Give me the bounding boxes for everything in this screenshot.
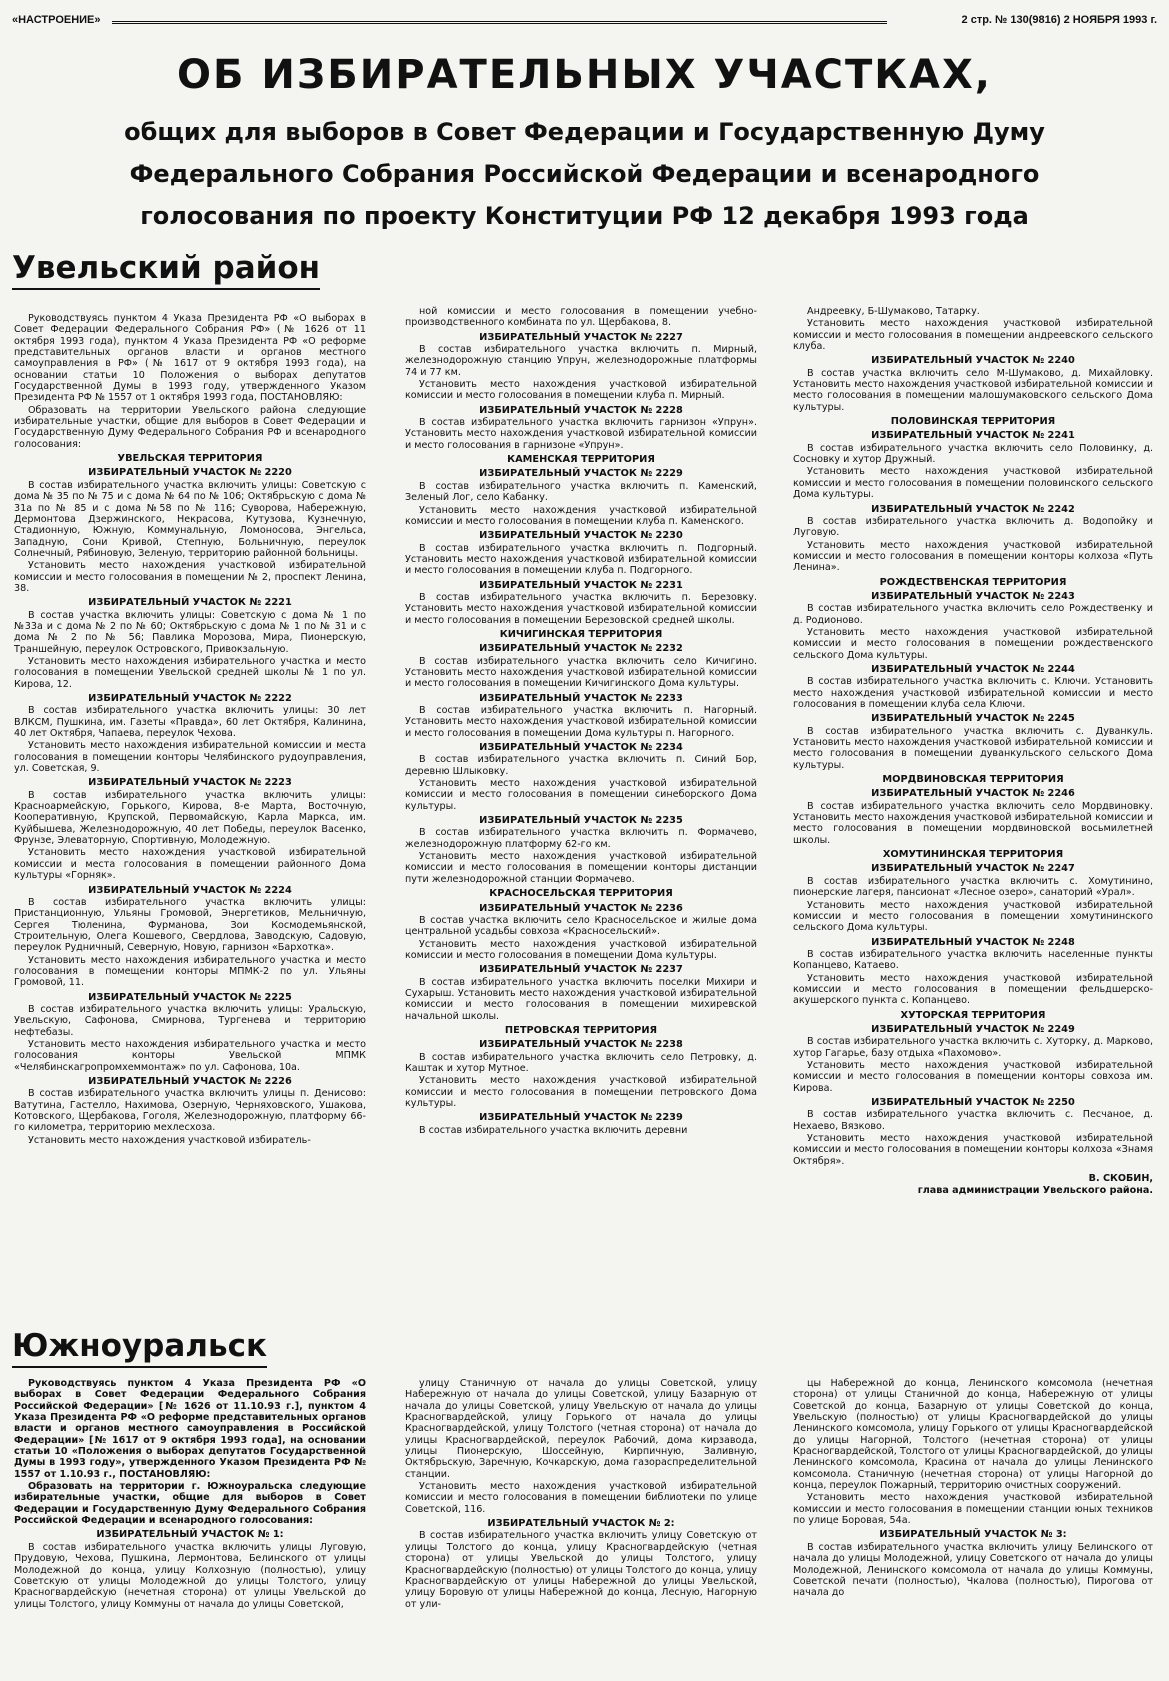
- precinct-heading: ИЗБИРАТЕЛЬНЫЙ УЧАСТОК № 1:: [96, 1529, 284, 1541]
- precinct-heading: ИЗБИРАТЕЛЬНЫЙ УЧАСТОК № 2221: [88, 597, 292, 609]
- precinct-heading: ИЗБИРАТЕЛЬНЫЙ УЧАСТОК № 2232: [479, 643, 683, 655]
- precinct-heading: ИЗБИРАТЕЛЬНЫЙ УЧАСТОК № 2224: [88, 884, 292, 896]
- precinct-heading: ИЗБИРАТЕЛЬНЫЙ УЧАСТОК № 2246: [871, 788, 1075, 800]
- body-paragraph: В состав избирательного участка включить улицы: Красноармейскую, Горького, Кирова, 8-е Марта, Восточную, Кооперативную, Крупской, Первомайскую, Карла Маркса, им. Куйбышева, Железнодорожную, 40 лет Победы, переулок Васенко, Фрунзе, Элеваторную, Спортивную, Молодежную.: [14, 789, 366, 847]
- precinct-heading: ПОЛОВИНСКАЯ ТЕРРИТОРИЯ: [890, 416, 1056, 428]
- precinct-heading: ИЗБИРАТЕЛЬНЫЙ УЧАСТОК № 2223: [88, 777, 292, 789]
- precinct-heading: ИЗБИРАТЕЛЬНЫЙ УЧАСТОК № 2248: [871, 936, 1075, 948]
- body-paragraph: В состав избирательного участка включить село Петровку, д. Каштак и хутор Мутное.: [405, 1051, 757, 1074]
- precinct-heading: ИЗБИРАТЕЛЬНЫЙ УЧАСТОК № 2239: [479, 1112, 683, 1124]
- precinct-heading: ИЗБИРАТЕЛЬНЫЙ УЧАСТОК № 2233: [479, 692, 683, 704]
- precinct-heading: ИЗБИРАТЕЛЬНЫЙ УЧАСТОК № 2240: [871, 355, 1075, 367]
- body-paragraph: В состав избирательного участка включить улицу Белинского от начала до улицы Молодежной, улицу Советского от начала до улицы Молодежной, Ленинского комсомола от начала до улицы Коммуны, Советской печати (полностью), Чкалова (полностью), Пирогова от начала до: [793, 1541, 1153, 1599]
- precinct-heading: ХОМУТИНИНСКАЯ ТЕРРИТОРИЯ: [882, 849, 1064, 861]
- body-paragraph: В состав участка включить село Красносельское и жилые дома центральной усадьбы совхоза «Красносельский».: [405, 914, 757, 938]
- body-paragraph: В состав избирательного участка включить гарнизон «Упрун». Установить место нахождения участковой избирательной комиссии и место голосования в гарнизоне «Упрун».: [405, 417, 757, 451]
- precinct-heading: ИЗБИРАТЕЛЬНЫЙ УЧАСТОК № 2236: [479, 902, 683, 914]
- precinct-heading: ИЗБИРАТЕЛЬНЫЙ УЧАСТОК № 2242: [871, 503, 1075, 515]
- signature-title: глава администрации Увельского района.: [917, 1185, 1153, 1197]
- uvelsky-column-3: [793, 306, 1153, 1296]
- precinct-heading: ИЗБИРАТЕЛЬНЫЙ УЧАСТОК № 2250: [871, 1097, 1075, 1108]
- body-paragraph: В состав избирательного участка включить п. Каменский, Зеленый Лог, село Кабанку.: [405, 480, 757, 504]
- precinct-heading: ИЗБИРАТЕЛЬНЫЙ УЧАСТОК № 2228: [479, 404, 683, 416]
- body-paragraph: Установить место нахождения участковой избирательной комиссии и место голосования в помещении № 2, проспект Ленина, 38.: [14, 560, 366, 594]
- body-paragraph: Установить место нахождения участковой избирательной комиссии и место голосования в помещении петровского Дома культуры.: [405, 1075, 757, 1109]
- body-paragraph: В состав участка включить село М-Шумаково, д. Михайловку. Установить место нахождения участковой избирательной комиссии и место голосования в помещении малошумаковского сельского Дома культуры.: [793, 367, 1153, 413]
- body-paragraph: В состав избирательного участка включить улицы Луговую, Прудовую, Чехова, Пушкина, Лермонтова, Белинского от улицы Молодежной до конца, улицу Колхозную (полностью), улицу Советскую от улицы Молодежной до улицы Толстого, улицу Красногвардейскую (нечетная сторона) от улицы Увельской до улицы Толстого, улицу Коммуны от начала до улицы Советской,: [14, 1541, 366, 1610]
- body-paragraph: В состав избирательного участка включить п. Формачево, железнодорожную платформу 62-го км.: [405, 827, 757, 850]
- masthead-rule: [112, 21, 887, 24]
- precinct-heading: ИЗБИРАТЕЛЬНЫЙ УЧАСТОК № 2245: [871, 713, 1075, 725]
- masthead: [12, 12, 1157, 30]
- precinct-heading: ИЗБИРАТЕЛЬНЫЙ УЧАСТОК № 2220: [88, 467, 292, 479]
- uvelsky-column-2: [405, 306, 757, 1296]
- headline-subtitle-2: Федерального Собрания Российской Федерации и всенародного: [129, 160, 1040, 188]
- body-paragraph: В состав избирательного участка включить д. Водопойку и Луговую.: [793, 515, 1153, 539]
- body-paragraph: Установить место нахождения участковой избирательной комиссии и место голосования в помещении андреевского сельского клуба.: [793, 318, 1153, 353]
- issue-info: 2 стр. № 130(9816) 2 НОЯБРЯ 1993 г.: [961, 14, 1157, 26]
- body-paragraph: Установить место нахождения участковой избирательной комиссии и место голосования в помещении половинского сельского Дома культуры.: [793, 466, 1153, 501]
- headline-subtitle-1: общих для выборов в Совет Федерации и Государственную Думу: [124, 118, 1045, 146]
- precinct-heading: ИЗБИРАТЕЛЬНЫЙ УЧАСТОК № 2230: [479, 530, 683, 542]
- yuzhnouralsk-column-2: [405, 1378, 757, 1674]
- intro-paragraph: Руководствуясь пунктом 4 Указа Президента РФ «О выборах в Совет Федерации Федерального Собрания Российской Федерации» [№ 1626 от 11.10.93 г.], пунктом 4 Указа Президента РФ «О реформе представительных органов власти и органов местного самоуправления в Российской Федерации» [№ 1617 от 9 октября 1993 года], на основании статьи 10 «Положения о выборах депутатов Государственной Думы в 1993 году», утвержденного Указом Президента РФ № 1557 от 1.10.93 г., ПОСТАНОВЛЯЮ:: [14, 1378, 366, 1480]
- section-title-uvelsky: Увельский район: [12, 250, 320, 290]
- intro-paragraph: Образовать на территории г. Южноуральска следующие избирательные участки, общие для выборов в Совет Федерации и Государственную Думу Федерального Собрания Российской Федерации и всенародного голосования:: [14, 1481, 366, 1527]
- section-title-yuzhnouralsk: Южноуральск: [12, 1328, 267, 1368]
- body-paragraph: В состав избирательного участка включить п. Нагорный. Установить место нахождения участковой избирательной комиссии и место голосования в помещении Дома культуры п. Нагорного.: [405, 705, 757, 739]
- body-paragraph: Установить место нахождения участковой избирательной комиссии и место голосования в помещении клуба п. Каменского.: [405, 504, 757, 527]
- precinct-heading: ХУТОРСКАЯ ТЕРРИТОРИЯ: [900, 1009, 1046, 1021]
- body-paragraph: В состав избирательного участка включить с. Хуторку, д. Марково, хутор Гагарье, базу отдыха «Пахомово».: [793, 1036, 1153, 1059]
- body-paragraph: цы Набережной до конца, Ленинского комсомола (нечетная сторона) от улицы Станичной до конца, Набережную от улицы Советской до конца, Базарную от улицы Советской до конца, Увельскую (полностью) от улицы Красногвардейской до улицы Ленинского комсомола, улицу Горького от улицы Красногвардейской до улицы Нагорной, Толстого (нечетная сторона) от улицы Красногвардейской, Толстого от улицы Красногвардейской, до улицы Ленинского комсомола, Красина от начала до улицы Ленинского комсомола. Станичную (нечетная сторона) от улицы Нагорной до конца, переулок Пожарный, территорию очистных сооружений.: [793, 1378, 1153, 1492]
- body-paragraph: Андреевку, Б-Шумаково, Татарку.: [807, 306, 980, 317]
- body-paragraph: В состав избирательного участка включить деревни: [419, 1124, 688, 1136]
- body-paragraph: Установить место нахождения участковой избирательной комиссии и место голосования в помещении конторы колхоза «Путь Ленина».: [793, 539, 1153, 574]
- precinct-heading: КИЧИГИНСКАЯ ТЕРРИТОРИЯ: [499, 628, 663, 640]
- precinct-heading: КАМЕНСКАЯ ТЕРРИТОРИЯ: [507, 454, 655, 466]
- precinct-heading: ИЗБИРАТЕЛЬНЫЙ УЧАСТОК № 2229: [479, 468, 683, 480]
- body-paragraph: Установить место нахождения участковой избирательной комиссии и место голосования в помещении станции юных техников по улице Боровая, 54а.: [793, 1492, 1153, 1527]
- body-paragraph: В состав избирательного участка включить улицы п. Денисово: Ватутина, Гастелло, Нахимова, Озерную, Черняховского, Ушакова, Котовского, Щербакова, Гоголя, Железнодорожную, платформу 66-го километра, территорию мехлесхоза.: [14, 1088, 366, 1134]
- body-paragraph: Установить место нахождения участковой избирательной комиссии и место голосования в помещении рождественского сельского Дома культуры.: [793, 626, 1153, 661]
- body-paragraph: Установить место нахождения участковой избирательной комиссии и место голосования в помещении библиотеки по улице Советской, 116.: [405, 1481, 757, 1515]
- precinct-heading: КРАСНОСЕЛЬСКАЯ ТЕРРИТОРИЯ: [489, 888, 673, 900]
- precinct-heading: МОРДВИНОВСКАЯ ТЕРРИТОРИЯ: [882, 774, 1064, 786]
- body-paragraph: В состав избирательного участка включить улицы: Уральскую, Увельскую, Сафонова, Смирнова, Тургенева и территорию нефтебазы.: [14, 1003, 366, 1038]
- body-paragraph: В состав избирательного участка включить село Кичигино. Установить место нахождения участковой избирательной комиссии и место голосования в помещении Кичигинского Дома культуры.: [405, 655, 757, 690]
- body-paragraph: В состав избирательного участка включить поселки Михири и Сухарыш. Установить место нахождения участковой избирательной комиссии и место голосования в помещении михиревской начальной школы.: [405, 976, 757, 1022]
- precinct-heading: ИЗБИРАТЕЛЬНЫЙ УЧАСТОК № 3:: [879, 1529, 1067, 1541]
- body-paragraph: В состав участка включить улицы: Советскую с дома № 1 по №33а и с дома № 2 по № 60; Октябрьскую с дома № 1 по № 31 и с дома № 2 по № 56; Павлика Морозова, Мира, Пионерскую, Траншейную, переулок Островского, Привокзальную.: [14, 609, 366, 655]
- body-paragraph: Установить место нахождения участковой избирательной комиссии и место голосования в помещении конторы дистанции пути железнодорожной станции Формачево.: [405, 851, 757, 885]
- precinct-heading: ИЗБИРАТЕЛЬНЫЙ УЧАСТОК № 2:: [487, 1518, 675, 1530]
- body-paragraph: Установить место нахождения участковой избирательной комиссии и место голосования в помещении синеборского Дома культуры.: [405, 778, 757, 812]
- body-paragraph: В состав избирательного участка включить с. Ключи. Установить место нахождения участковой избирательной комиссии и место голосования в помещении клуба села Ключи.: [793, 676, 1153, 710]
- precinct-heading: ИЗБИРАТЕЛЬНЫЙ УЧАСТОК № 2238: [479, 1039, 683, 1051]
- body-paragraph: В состав избирательного участка включить улицы: Советскую с дома № 35 по № 75 и с дома № 64 по № 106; Октябрьскую с дома № 31а по № 85 и с дома №58 по № 116; Суворова, Набережную, Дермонтова Дзержинского, Некрасова, Кутузова, Кузнечную, Стадионную, Южную, Коммунальную, Ломоносова, Энгельса, Западную, Сони Кривой, Степную, Больничную, переулок Солнечный, Рябиновую, Зеленую, территорию районной больницы.: [14, 479, 366, 559]
- body-paragraph: Установить место нахождения избирательной комиссии и места голосования в помещении конторы Челябинского рудоуправления, ул. Советская, 9.: [14, 740, 366, 775]
- headline-subtitle-3: голосования по проекту Конституции РФ 12 декабря 1993 года: [140, 202, 1029, 230]
- body-paragraph: Установить место нахождения избирательного участка и место голосования в помещении конторы МПМК-2 по ул. Ульяны Громовой, 11.: [14, 954, 366, 989]
- body-paragraph: В состав избирательного участка включить населенные пункты Копанцево, Катаево.: [793, 948, 1153, 972]
- body-paragraph: В состав избирательного участка включить улицы: 30 лет ВЛКСМ, Пушкина, им. Газеты «Правда», 60 лет Октября, Калинина, 40 лет Октября, Чапаева, переулок Чехова.: [14, 705, 366, 740]
- body-paragraph: В состав избирательного участка включить улицы: Пристанционную, Ульяны Громовой, Энергетиков, Мельничную, Сергея Тюленина, Фурманова, Зои Космодемьянской, Строительную, Олега Кошевого, Свердлова, Заводскую, Садовую, переулок Рудничный, Северную, Новую, гарнизон «Бархотка».: [14, 896, 366, 954]
- precinct-heading: ПЕТРОВСКАЯ ТЕРРИТОРИЯ: [504, 1024, 658, 1036]
- precinct-heading: ИЗБИРАТЕЛЬНЫЙ УЧАСТОК № 2226: [88, 1076, 292, 1087]
- body-paragraph: Установить место нахождения участковой избирательной комиссии и место голосования в помещении клуба п. Мирный.: [405, 379, 757, 402]
- body-paragraph: В состав избирательного участка включить п. Березовку. Установить место нахождения участковой избирательной комиссии и место голосования в помещении Березовской средней школы.: [405, 591, 757, 626]
- body-paragraph: Установить место нахождения участковой избирательной комиссии и место голосования в помещении конторы колхоза «Знамя Октября».: [793, 1133, 1153, 1167]
- body-paragraph: В состав избирательного участка включить п. Подгорный. Установить место нахождения участковой избирательной комиссии и место голосования в помещении клуба п. Подгорного.: [405, 542, 757, 577]
- precinct-heading: РОЖДЕСТВЕНСКАЯ ТЕРРИТОРИЯ: [879, 576, 1067, 588]
- precinct-heading: ИЗБИРАТЕЛЬНЫЙ УЧАСТОК № 2222: [88, 693, 292, 704]
- paper-name: «НАСТРОЕНИЕ»: [12, 14, 101, 26]
- precinct-heading: ИЗБИРАТЕЛЬНЫЙ УЧАСТОК № 2231: [479, 579, 683, 591]
- body-paragraph: Установить место нахождения избирательного участка и место голосования конторы Увельской МПМК «Челябинскагропромхеммонтаж» по ул. Сафонова, 10а.: [14, 1038, 366, 1073]
- main-headline: ОБ ИЗБИРАТЕЛЬНЫХ УЧАСТКАХ,: [176, 52, 992, 98]
- body-paragraph: улицу Станичную от начала до улицы Советской, улицу Набережную от начала до улицы Советской, улицу Базарную от начала до улицы Советской, улицу Увельскую от начала до улицы Красногвардейской, улицу Горького от начала до улицы Красногвардейской, улицу Толстого (четная сторона) от начала до улицы Красногвардейской, переулок Рабочий, дома кирзавода, улицы Пионерскую, Шоссейную, Кирпичную, Заливную, Октябрьскую, Заречную, Кочкарскую, дома газораспределительной станции.: [405, 1378, 757, 1480]
- precinct-heading: ИЗБИРАТЕЛЬНЫЙ УЧАСТОК № 2241: [871, 430, 1075, 442]
- body-paragraph: Установить место нахождения участковой избиратель-: [28, 1134, 311, 1146]
- body-paragraph: Установить место нахождения участковой избирательной комиссии и места голосования в помещении районного Дома культуры «Горняк».: [14, 847, 366, 882]
- body-paragraph: В состав избирательного участка включить с. Песчаное, д. Нехаево, Вязково.: [793, 1109, 1153, 1132]
- body-paragraph: Установить место нахождения участковой избирательной комиссии и место голосования в помещении конторы совхоза им. Кирова.: [793, 1059, 1153, 1094]
- body-paragraph: В состав избирательного участка включить село Мордвиновку. Установить место нахождения участковой избирательной комиссии и место голосования в помещении мордвиновской восьмилетней школы.: [793, 800, 1153, 846]
- precinct-heading: ИЗБИРАТЕЛЬНЫЙ УЧАСТОК № 2243: [871, 590, 1075, 602]
- body-paragraph: В состав избирательного участка включить село Половинку, д. Сосновку и хутор Дружный.: [793, 442, 1153, 466]
- body-paragraph: Установить место нахождения участковой избирательной комиссии и место голосования в помещении Дома культуры.: [405, 938, 757, 961]
- body-paragraph: В состав избирательного участка включить с. Хомутинино, пионерские лагеря, пансионат «Лесное озеро», санаторий «Урал».: [793, 875, 1153, 899]
- body-paragraph: Установить место нахождения избирательного участка и место голосования в помещении Увельской средней школы № 1 по ул. Кирова, 12.: [14, 655, 366, 690]
- body-paragraph: ной комиссии и место голосования в помещении учебно-производственного комбината по ул. Щербакова, 8.: [405, 306, 757, 329]
- precinct-heading: УВЕЛЬСКАЯ ТЕРРИТОРИЯ: [117, 453, 263, 465]
- signature-name: В. СКОБИН,: [1088, 1173, 1153, 1185]
- precinct-heading: ИЗБИРАТЕЛЬНЫЙ УЧАСТОК № 2244: [871, 663, 1075, 675]
- body-paragraph: В состав избирательного участка включить улицу Советскую от улицы Толстого до конца, улицу Красногвардейскую (четная сторона) от улицы Увельской до улицы Толстого, улицу Красногвардейскую (полностью) от улицы Толстого до конца, улицу Красногвардейскую от улицы Набережной до улицы Увельской, улицу Боровую от улицы Набережной до конца, Лесную, Нагорную от ули-: [405, 1530, 757, 1610]
- precinct-heading: ИЗБИРАТЕЛЬНЫЙ УЧАСТОК № 2234: [479, 742, 683, 754]
- yuzhnouralsk-column-1: [14, 1378, 366, 1674]
- body-paragraph: В состав избирательного участка включить с. Дуванкуль. Установить место нахождения участковой избирательной комиссии и место голосования в помещении дуванкульского сельского Дома культуры.: [793, 725, 1153, 771]
- body-paragraph: Установить место нахождения участковой избирательной комиссии и место голосования в помещении фельдшерско-акушерского пункта с. Копанцево.: [793, 972, 1153, 1007]
- body-paragraph: В состав избирательного участка включить село Рождественку и д. Родионово.: [793, 603, 1153, 626]
- body-paragraph: В состав избирательного участка включить п. Мирный, железнодорожную станцию Упрун, железнодорожные платформы 74 и 77 км.: [405, 344, 757, 378]
- precinct-heading: ИЗБИРАТЕЛЬНЫЙ УЧАСТОК № 2237: [479, 964, 683, 976]
- precinct-heading: ИЗБИРАТЕЛЬНЫЙ УЧАСТОК № 2247: [871, 863, 1075, 875]
- body-paragraph: В состав избирательного участка включить п. Синий Бор, деревню Шлыковку.: [405, 754, 757, 777]
- uvelsky-column-1: [14, 313, 366, 1303]
- precinct-heading: ИЗБИРАТЕЛЬНЫЙ УЧАСТОК № 2235: [479, 815, 683, 827]
- yuzhnouralsk-column-3: [793, 1378, 1153, 1674]
- precinct-heading: ИЗБИРАТЕЛЬНЫЙ УЧАСТОК № 2225: [88, 991, 292, 1003]
- body-paragraph: Руководствуясь пунктом 4 Указа Президента РФ «О выборах в Совет Федерации Федерального Собрания РФ» (№ 1626 от 11 октября 1993 года), пунктом 4 Указа Президента РФ «О реформе представительных органов власти и органов местного самоуправления в РФ» (№ 1617 от 9 октября 1993 года), на основании статьи 10 Положения о выборах депутатов Государственной Думы в 1993 году, утвержденного Указом Президента РФ № 1557 от 1 октября 1993 года, ПОСТАНОВЛЯЮ:: [14, 313, 366, 404]
- body-paragraph: Установить место нахождения участковой избирательной комиссии и место голосования в помещении хомутининского сельского Дома культуры.: [793, 899, 1153, 934]
- body-paragraph: Образовать на территории Увельского района следующие избирательные участки, общие для выборов в Совет Федерации и Государственную Думу Федерального Собрания РФ и всенародного голосования:: [14, 404, 366, 450]
- precinct-heading: ИЗБИРАТЕЛЬНЫЙ УЧАСТОК № 2227: [479, 331, 683, 343]
- precinct-heading: ИЗБИРАТЕЛЬНЫЙ УЧАСТОК № 2249: [871, 1023, 1075, 1035]
